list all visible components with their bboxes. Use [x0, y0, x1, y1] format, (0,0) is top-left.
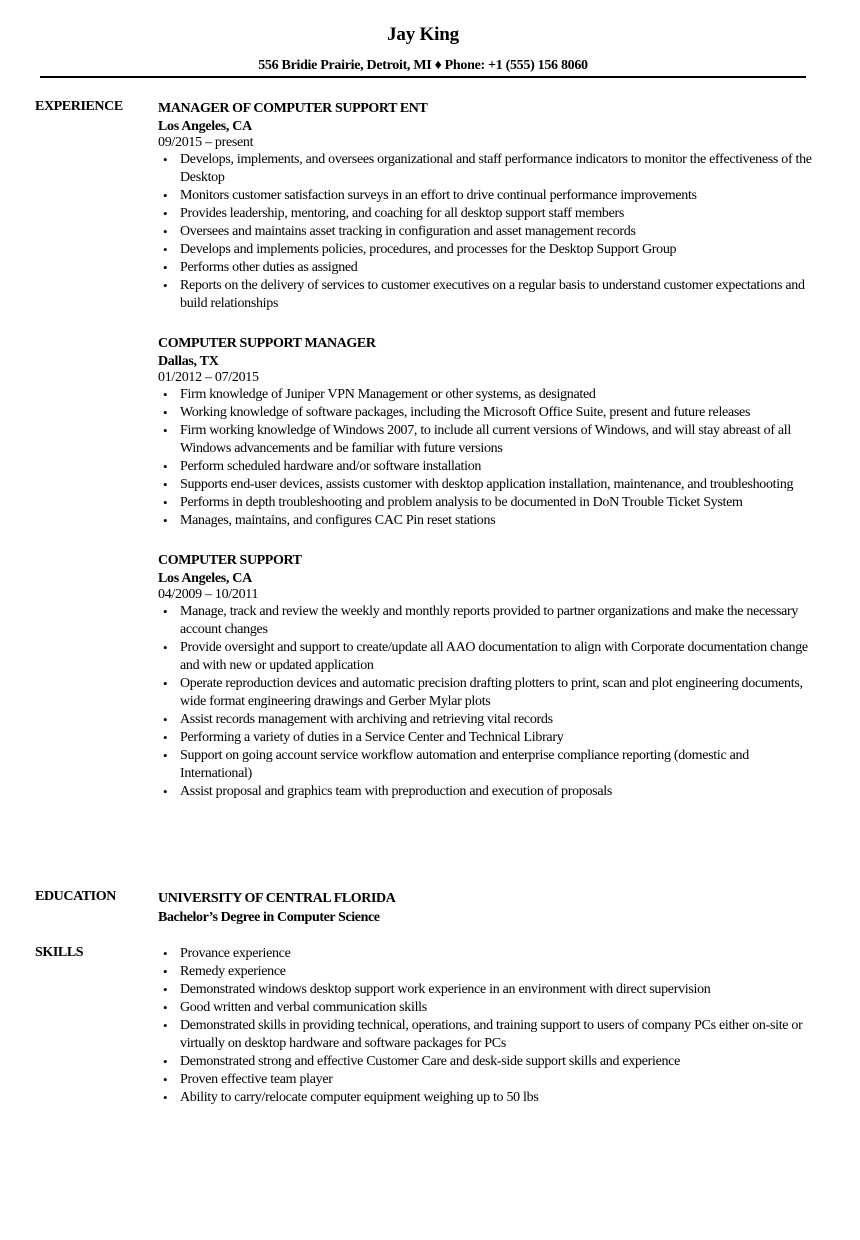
- contact-line: 556 Bridie Prairie, Detroit, MI ♦ Phone: +1 (555) 156 8060: [258, 58, 588, 73]
- skill-item: • Remedy experience: [158, 963, 818, 981]
- skills-list: [158, 945, 818, 1107]
- job-entry: [158, 551, 818, 801]
- bullet-item: • Assist proposal and graphics team with preproduction and execution of proposals: [158, 783, 818, 801]
- bullet-item: • Provide oversight and support to create/update all AAO documentation to align with Corporate documentation change and with new or updated application: [158, 639, 818, 675]
- bullet-item: • Performs other duties as assigned: [158, 259, 818, 277]
- bullet-item: • Manage, track and review the weekly and monthly reports provided to partner organizations and make the necessary account changes: [158, 603, 818, 639]
- education-body: [158, 889, 818, 927]
- job-location: Los Angeles, CA: [158, 571, 252, 586]
- bullet-item: • Firm knowledge of Juniper VPN Management or other systems, as designated: [158, 386, 818, 404]
- skill-item: • Good written and verbal communication skills: [158, 999, 818, 1017]
- job-bullets: [158, 603, 818, 801]
- job-entry: [158, 334, 818, 530]
- job-dates: 04/2009 – 10/2011: [158, 587, 259, 602]
- job-dates: 09/2015 – present: [158, 135, 254, 150]
- job-location: Los Angeles, CA: [158, 119, 252, 134]
- job-entry: [158, 99, 818, 313]
- job-location: Dallas, TX: [158, 354, 219, 369]
- bullet-item: • Support on going account service workflow automation and enterprise compliance reporting (domestic and International): [158, 747, 818, 783]
- bullet-item: • Assist records management with archiving and retrieving vital records: [158, 711, 818, 729]
- experience-list: [158, 99, 818, 822]
- job-title: COMPUTER SUPPORT MANAGER: [158, 336, 376, 351]
- bullet-item: • Manages, maintains, and configures CAC Pin reset stations: [158, 512, 818, 530]
- skill-item: • Demonstrated windows desktop support work experience in an environment with direct supervision: [158, 981, 818, 999]
- bullet-item: • Firm working knowledge of Windows 2007, to include all current versions of Windows, and will stay abreast of all Windows advancements and be familiar with future versions: [158, 422, 818, 458]
- skill-item: • Demonstrated skills in providing technical, operations, and training support to users of company PCs either on-site or virtually on desktop hardware and software packages for PCs: [158, 1017, 818, 1053]
- job-bullets: [158, 151, 818, 313]
- job-bullets: [158, 386, 818, 530]
- skill-item: • Ability to carry/relocate computer equipment weighing up to 50 lbs: [158, 1089, 818, 1107]
- candidate-name: Jay King: [387, 24, 459, 45]
- skill-item: • Provance experience: [158, 945, 818, 963]
- bullet-item: • Perform scheduled hardware and/or software installation: [158, 458, 818, 476]
- bullet-item: • Oversees and maintains asset tracking in configuration and asset management records: [158, 223, 818, 241]
- section-label-skills: SKILLS: [35, 945, 84, 960]
- bullet-item: • Develops and implements policies, procedures, and processes for the Desktop Support Group: [158, 241, 818, 259]
- degree: Bachelor’s Degree in Computer Science: [158, 910, 380, 925]
- section-label-experience: EXPERIENCE: [35, 99, 123, 114]
- skills-body: [158, 945, 818, 1107]
- job-title: MANAGER OF COMPUTER SUPPORT ENT: [158, 101, 428, 116]
- bullet-item: • Performing a variety of duties in a Service Center and Technical Library: [158, 729, 818, 747]
- bullet-item: • Working knowledge of software packages, including the Microsoft Office Suite, present and future releases: [158, 404, 818, 422]
- skill-item: • Demonstrated strong and effective Customer Care and desk-side support skills and experience: [158, 1053, 818, 1071]
- bullet-item: • Provides leadership, mentoring, and coaching for all desktop support staff members: [158, 205, 818, 223]
- bullet-item: • Supports end-user devices, assists customer with desktop application installation, maintenance, and troubleshooting: [158, 476, 818, 494]
- skill-item: • Proven effective team player: [158, 1071, 818, 1089]
- bullet-item: • Operate reproduction devices and automatic precision drafting plotters to print, scan and plot engineering documents, wide format engineering drawings and Gerber Mylar plots: [158, 675, 818, 711]
- bullet-item: • Reports on the delivery of services to customer executives on a regular basis to understand customer expectations and build relationships: [158, 277, 818, 313]
- job-title: COMPUTER SUPPORT: [158, 553, 302, 568]
- school-name: UNIVERSITY OF CENTRAL FLORIDA: [158, 891, 396, 906]
- bullet-item: • Develops, implements, and oversees organizational and staff performance indicators to monitor the effectiveness of the Desktop: [158, 151, 818, 187]
- section-label-education: EDUCATION: [35, 889, 116, 904]
- job-dates: 01/2012 – 07/2015: [158, 370, 259, 385]
- bullet-item: • Monitors customer satisfaction surveys in an effort to drive continual performance improvements: [158, 187, 818, 205]
- header-divider: [40, 76, 806, 78]
- bullet-item: • Performs in depth troubleshooting and problem analysis to be documented in DoN Trouble Ticket System: [158, 494, 818, 512]
